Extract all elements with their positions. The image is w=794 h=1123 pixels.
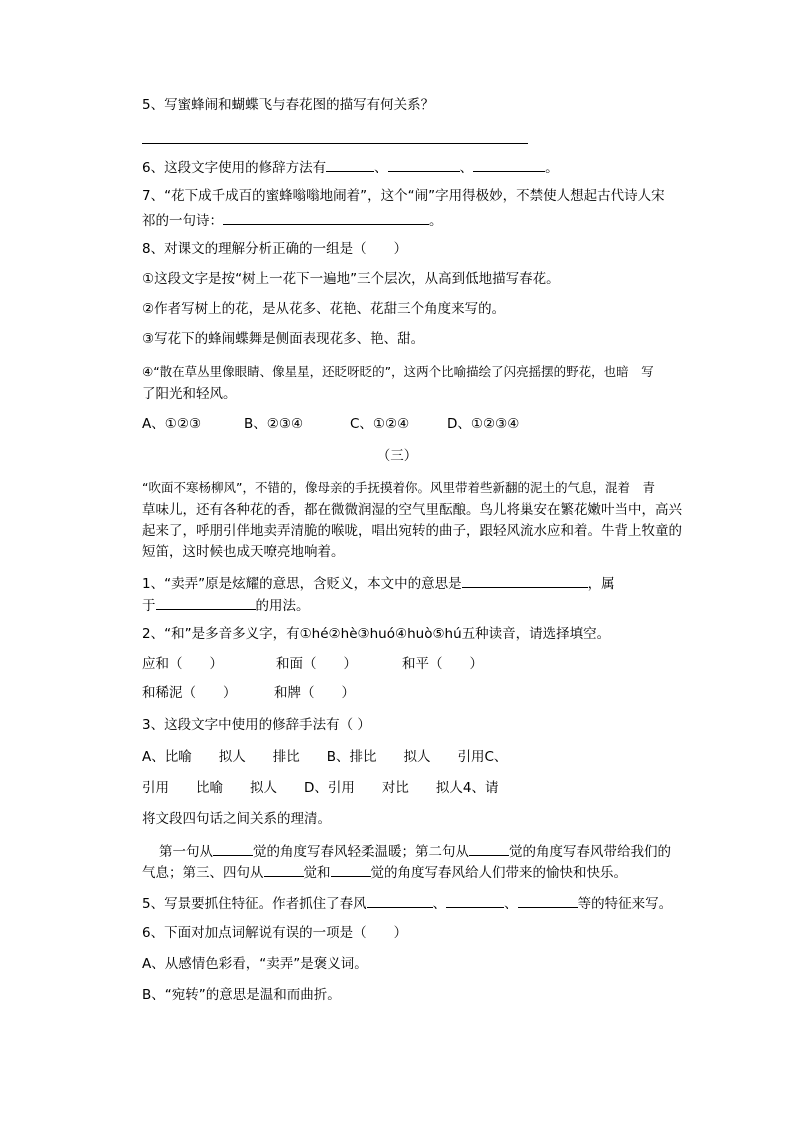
- sec3-question-4-text-2: 气息；第三、四句从 觉和 觉的角度写春风给人们带来的愉快和快乐。: [142, 862, 627, 882]
- answer-blank[interactable]: [223, 210, 429, 225]
- answer-blank[interactable]: [388, 157, 460, 172]
- option-3: ③写花下的蜂闹蝶舞是侧面表现花多、艳、甜。: [142, 331, 425, 347]
- answer-blank[interactable]: [326, 157, 374, 172]
- sec3-question-3: 3、这段文字中使用的修辞手法有（ ）: [142, 717, 371, 733]
- question-6: 6、这段文字使用的修辞方法有 、 、 。: [142, 157, 559, 177]
- answer-blank[interactable]: [156, 595, 256, 610]
- option-2: ②作者写树上的花，是从花多、花艳、花甜三个角度来写的。: [142, 301, 506, 317]
- question-7-line-2: 祁的一句诗： 。: [142, 210, 443, 230]
- sec3-question-5: 5、写景要抓住特征。作者抓住了春风 、 、 等的特征来写。: [142, 893, 672, 913]
- answer-blank[interactable]: [462, 573, 588, 588]
- question-7-line-1: 7、“花下成千成百的蜜蜂嗡嗡地闹着”，这个“闹”字用得极妙，不禁使人想起古代诗人宋: [142, 188, 665, 204]
- choice-d[interactable]: D、①②③④: [447, 416, 520, 432]
- sec3-question-3-options-2: 引用 比喻 拟人 D、引用 对比 拟人4、请: [142, 780, 499, 796]
- reading-item[interactable]: 和平（ ）: [402, 656, 483, 672]
- answer-blank[interactable]: [473, 157, 545, 172]
- sec3-question-1-line-1: 1、“卖弄”原是炫耀的意思，含贬义，本文中的意思是 ，属: [142, 573, 615, 593]
- answer-blank[interactable]: [469, 841, 509, 856]
- passage-line-3: 起来了，呼朋引伴地卖弄清脆的喉咙，唱出宛转的曲子，跟轻风流水应和着。牛背上牧童的: [142, 523, 682, 539]
- section-title: （三）: [376, 448, 418, 464]
- question-5: 5、写蜜蜂闹和蝴蝶飞与春花图的描写有何关系？: [142, 97, 435, 113]
- question-8: 8、对课文的理解分析正确的一组是（ ）: [142, 241, 408, 257]
- answer-line[interactable]: [142, 143, 528, 144]
- answer-blank[interactable]: [264, 862, 304, 877]
- choice-b[interactable]: B、②③④: [244, 416, 304, 432]
- sec3-question-4-text-1: 第一句从 觉的角度写春风轻柔温暖；第二句从 觉的角度写春风带给我们的: [159, 841, 671, 861]
- option-1: ①这段文字是按“树上一花下一遍地”三个层次，从高到低地描写春花。: [142, 271, 560, 287]
- reading-item[interactable]: 应和（ ）: [142, 656, 223, 672]
- sec3-question-6-option-a[interactable]: A、从感情色彩看，“卖弄”是褒义词。: [142, 956, 368, 972]
- reading-item[interactable]: 和稀泥（ ）: [142, 685, 237, 701]
- reading-item[interactable]: 和牌（ ）: [274, 685, 355, 701]
- answer-blank[interactable]: [331, 862, 371, 877]
- sec3-question-3-options-1: A、比喻 拟人 排比 B、排比 拟人 引用C、: [142, 749, 508, 765]
- passage-line-4: 短笛，这时候也成天嘹亮地响着。: [142, 544, 345, 560]
- answer-blank[interactable]: [446, 893, 504, 908]
- reading-item[interactable]: 和面（ ）: [276, 656, 357, 672]
- choice-c[interactable]: C、①②④: [350, 416, 410, 432]
- passage-line-2: 草味儿，还有各种花的香，都在微微润湿的空气里酝酿。鸟儿将巢安在繁花嫩叶当中，高兴: [142, 502, 682, 518]
- answer-blank[interactable]: [518, 893, 578, 908]
- choice-a[interactable]: A、①②③: [142, 416, 202, 432]
- sec3-question-6-option-b[interactable]: B、“宛转”的意思是温和而曲折。: [142, 987, 341, 1003]
- sec3-question-2: 2、“和”是多音多义字，有①hé②hè③huó④huò⑤hú五种读音，请选择填空。: [142, 626, 611, 642]
- answer-blank[interactable]: [367, 893, 433, 908]
- answer-blank[interactable]: [213, 841, 253, 856]
- sec3-question-4: 将文段四句话之间关系的理清。: [142, 811, 331, 827]
- sec3-question-6: 6、下面对加点词解说有误的一项是（ ）: [142, 925, 408, 941]
- sec3-question-1-line-2: 于 的用法。: [142, 595, 310, 615]
- option-4-line-2: 了阳光和轻风。: [142, 386, 237, 402]
- passage-line-1: “吹面不寒杨柳风”，不错的，像母亲的手抚摸着你。风里带着些新翻的泥土的气息，混着 青: [142, 480, 655, 495]
- option-4-line-1: ④“散在草丛里像眼睛、像星星，还眨呀眨的”，这两个比喻描绘了闪亮摇摆的野花，也暗 写: [142, 364, 654, 379]
